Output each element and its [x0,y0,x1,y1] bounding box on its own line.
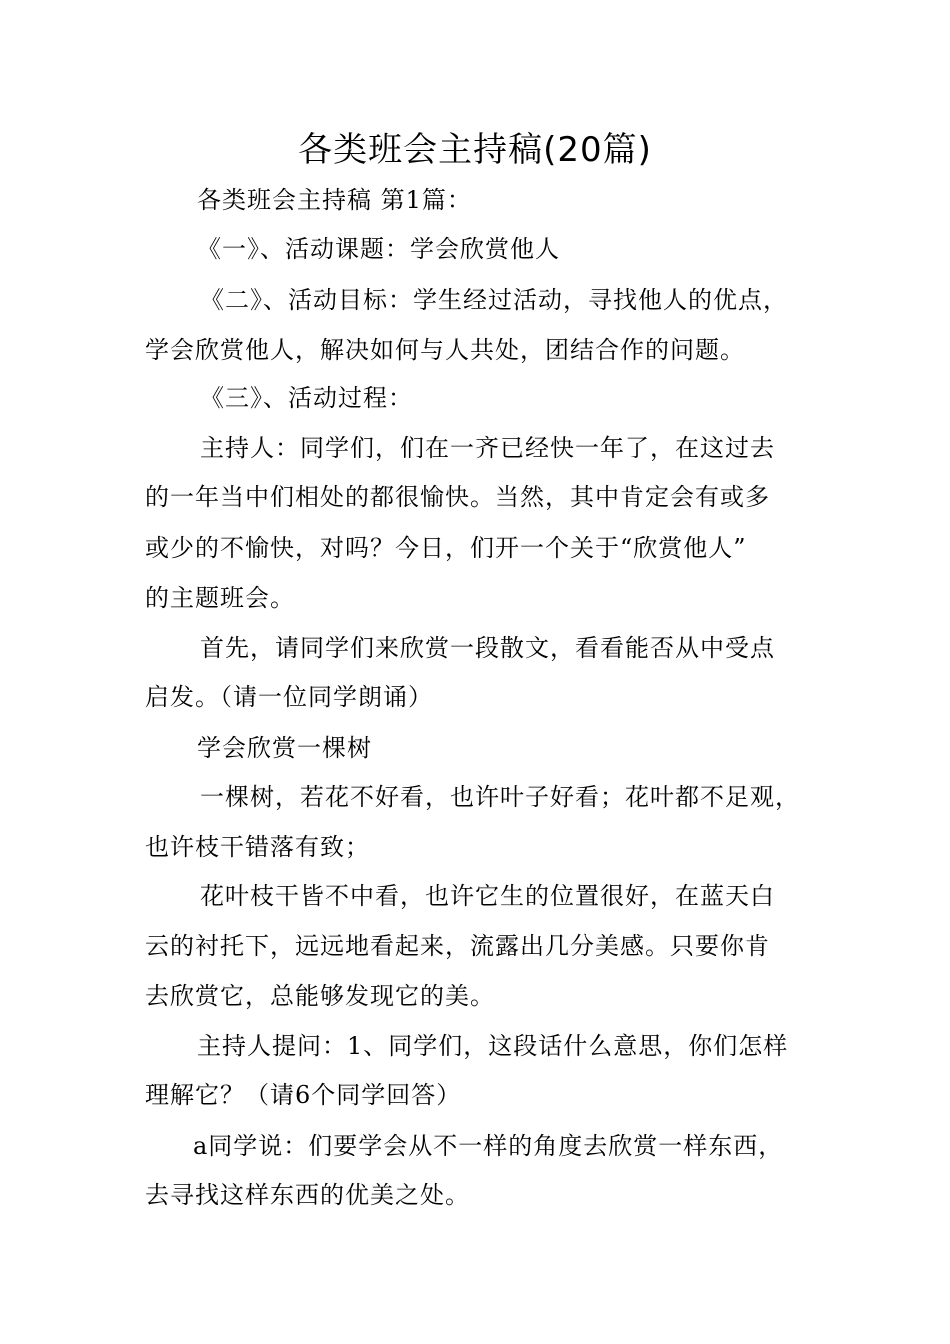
paragraph-line: 启发。（请一位同学朗诵） [145,683,433,711]
paragraph-line: 主持人：同学们，们在一齐已经快一年了，在这过去 [200,434,775,462]
paragraph-line: 的一年当中们相处的都很愉快。当然，其中肯定会有或多 [145,483,770,511]
paragraph-line: a同学说：们要学会从不一样的角度去欣赏一样东西， [193,1132,784,1160]
paragraph-line: 《三》、活动过程： [200,384,413,412]
paragraph-line: 首先，请同学们来欣赏一段散文，看看能否从中受点 [200,634,775,662]
paragraph-line: 花叶枝干皆不中看，也许它生的位置很好，在蓝天白 [200,882,775,910]
paragraph-line: 理解它？（请6个同学回答） [145,1081,462,1109]
paragraph-line: 去寻找这样东西的优美之处。 [145,1181,470,1209]
paragraph-line: 《一》、活动课题：学会欣赏他人 [197,235,560,263]
paragraph-line: 《二》、活动目标：学生经过活动，寻找他人的优点， [200,286,788,314]
paragraph-line: 学会欣赏他人，解决如何与人共处，团结合作的问题。 [145,336,745,364]
document-title: 各类班会主持稿(20篇) [298,130,652,170]
paragraph-line: 也许枝干错落有致； [145,833,370,861]
paragraph-line: 主持人提问：1、同学们，这段话什么意思，你们怎样 [197,1032,789,1060]
paragraph-line: 去欣赏它，总能够发现它的美。 [145,982,495,1010]
paragraph-line: 云的衬托下，远远地看起来，流露出几分美感。只要你肯 [145,932,770,960]
poem-title: 学会欣赏一棵树 [197,734,372,762]
paragraph-line: 或少的不愉快，对吗？今日，们开一个关于“欣赏他人” [145,534,747,562]
paragraph-line: 一棵树，若花不好看，也许叶子好看；花叶都不足观， [200,783,800,811]
section-heading: 各类班会主持稿 第1篇： [197,186,472,214]
paragraph-line: 的主题班会。 [145,584,295,612]
